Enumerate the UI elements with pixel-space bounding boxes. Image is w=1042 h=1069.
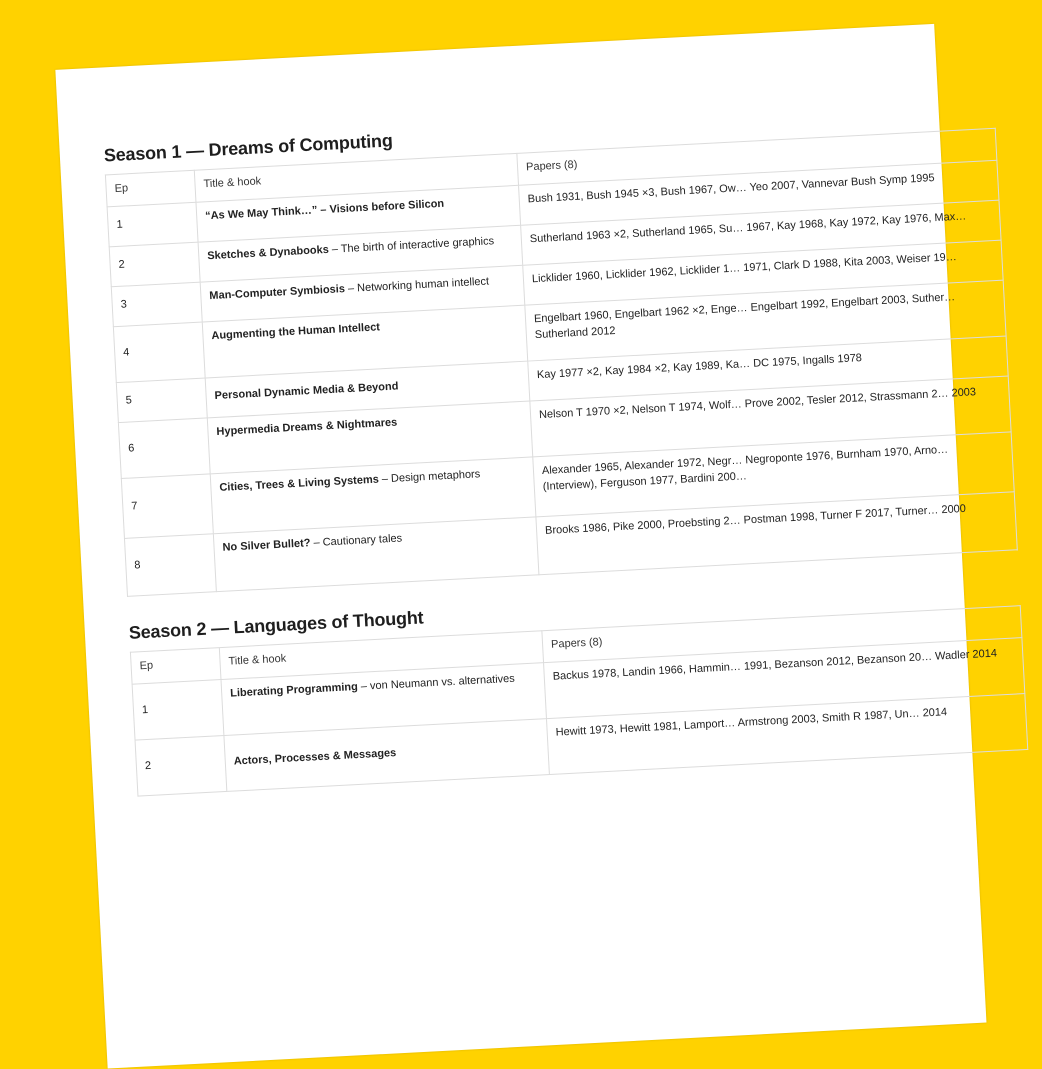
- episode-number: 6: [118, 418, 210, 479]
- episode-title: No Silver Bullet?: [222, 537, 311, 554]
- episode-title: Liberating Programming: [229, 680, 359, 700]
- season-1-section: [103, 102, 977, 597]
- episode-hook: – The birth of interactive graphics: [328, 235, 495, 256]
- episode-title: “As We May Think…” – Visions before Silicon: [204, 197, 445, 223]
- episode-title: Augmenting the Human Intellect: [211, 321, 381, 343]
- episode-papers: Hewitt 1973, Hewitt 1981, Lamport… Armstrong 2003, Smith R 1987, Un… 2014: [546, 693, 1027, 774]
- column-header-papers: Papers (8): [542, 606, 1022, 663]
- season-1-table: [105, 128, 1018, 597]
- column-header-ep: Ep: [130, 648, 221, 685]
- episode-title: Sketches & Dynabooks: [206, 243, 330, 263]
- season-2-section: [128, 579, 998, 797]
- episode-hook: – von Neumann vs. alternatives: [357, 672, 516, 693]
- episode-papers: Engelbart 1960, Engelbart 1962 ×2, Enge… Engelbart 1992, Engelbart 2003, Suther… Sutherland 2012: [525, 280, 1006, 361]
- season-2-heading: Season 2 — Languages of Thought: [128, 607, 424, 643]
- episode-number: 1: [132, 680, 224, 741]
- episode-title: Hypermedia Dreams & Nightmares: [216, 416, 398, 438]
- episode-papers: Sutherland 1963 ×2, Sutherland 1965, Su… 1967, Kay 1968, Kay 1972, Kay 1976, Max…: [521, 200, 1001, 265]
- column-header-title: Title & hook: [194, 153, 518, 202]
- episode-number: 7: [121, 474, 213, 539]
- episode-hook: – Cautionary tales: [310, 532, 403, 550]
- episode-number: 2: [135, 735, 227, 796]
- episode-title: Cities, Trees & Living Systems: [219, 473, 380, 494]
- episode-title: Personal Dynamic Media & Beyond: [214, 380, 399, 402]
- episode-number: 1: [107, 202, 198, 247]
- episode-hook: – Networking human intellect: [344, 275, 490, 295]
- column-header-ep: Ep: [105, 170, 196, 207]
- episode-papers: Brooks 1986, Pike 2000, Proebsting 2… Postman 1998, Turner F 2017, Turner… 2000: [536, 492, 1017, 575]
- episode-papers: Backus 1978, Landin 1966, Hammin… 1991, Bezanson 2012, Bezanson 20… Wadler 2014: [544, 638, 1025, 719]
- episode-papers: Licklider 1960, Licklider 1962, Licklider 1… 1971, Clark D 1988, Kita 2003, Weiser 19…: [523, 240, 1003, 305]
- episode-number: 2: [109, 242, 200, 287]
- episode-hook: – Design metaphors: [378, 468, 481, 486]
- episode-number: 3: [111, 282, 202, 327]
- season-1-heading: Season 1 — Dreams of Computing: [103, 130, 394, 166]
- episode-title: Actors, Processes & Messages: [233, 746, 397, 768]
- episode-title: Man-Computer Symbiosis: [209, 283, 346, 303]
- episode-papers: Alexander 1965, Alexander 1972, Negr… Negroponte 1976, Burnham 1970, Arno… (Interview), Ferguson 1977, Bardini 200…: [533, 432, 1014, 517]
- episode-number: 4: [113, 322, 205, 383]
- episode-number: 5: [116, 378, 207, 423]
- episode-papers: Bush 1931, Bush 1945 ×3, Bush 1967, Ow… Yeo 2007, Vannevar Bush Symp 1995: [519, 160, 999, 225]
- episode-papers: Nelson T 1970 ×2, Nelson T 1974, Wolf… Prove 2002, Tesler 2012, Strassmann 2… 2003: [530, 376, 1011, 457]
- column-header-title: Title & hook: [219, 631, 543, 680]
- episode-number: 8: [124, 534, 216, 597]
- column-header-papers: Papers (8): [517, 128, 997, 185]
- episode-papers: Kay 1977 ×2, Kay 1984 ×2, Kay 1989, Ka… DC 1975, Ingalls 1978: [528, 336, 1008, 401]
- document-page: [55, 24, 998, 1069]
